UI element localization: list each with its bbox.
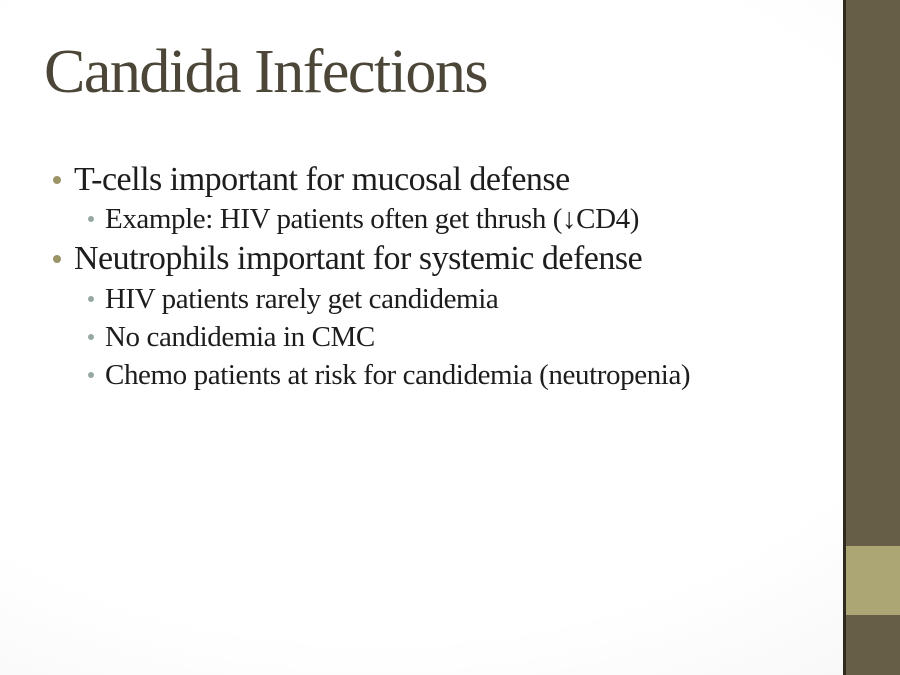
bullet-text: Example: HIV patients often get thrush (↓CD4) xyxy=(105,203,639,235)
bullet-text: Chemo patients at risk for candidemia (neutropenia) xyxy=(105,359,691,391)
bullet-dot-icon xyxy=(88,216,94,222)
bullet-dot-icon xyxy=(88,372,94,378)
bullet-dot-icon xyxy=(53,255,61,263)
slide-title: Candida Infections xyxy=(44,38,488,106)
sub-bullet-item xyxy=(0,318,830,356)
bullet-dot-icon xyxy=(88,296,94,302)
sidebar-accent-band xyxy=(846,546,900,615)
bullet-item xyxy=(0,238,830,280)
bullet-dot-icon xyxy=(53,176,61,184)
sub-bullet-item xyxy=(0,200,830,238)
bullet-text: HIV patients rarely get candidemia xyxy=(105,283,499,315)
bullet-text: Neutrophils important for systemic defense xyxy=(74,240,643,277)
bullet-item xyxy=(0,160,830,200)
sub-bullet-item xyxy=(0,356,830,394)
bullet-text: T-cells important for mucosal defense xyxy=(74,161,570,198)
bullet-dot-icon xyxy=(88,334,94,340)
sub-bullet-item xyxy=(0,280,830,318)
bullet-text: No candidemia in CMC xyxy=(105,321,375,353)
bullet-list xyxy=(0,160,830,394)
sidebar-accent-bar xyxy=(843,0,900,675)
